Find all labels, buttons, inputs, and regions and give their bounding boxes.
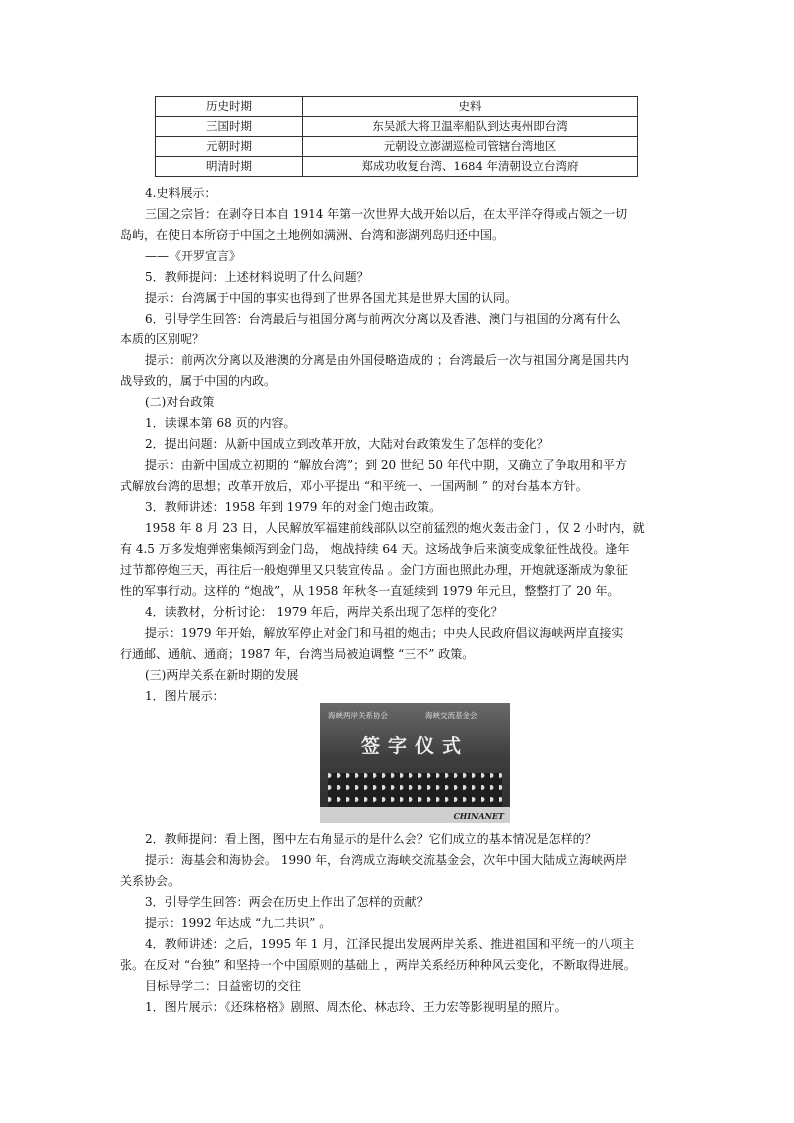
section-heading: 目标导学二：日益密切的交往: [145, 979, 302, 993]
question-line: 本质的区别呢？: [120, 332, 205, 346]
paragraph-line: 1．读课本第 68 页的内容。: [145, 416, 296, 430]
paragraph-line: 过节都停炮三天，再往后一般炮弹里又只装宣传品 。金门方面也照此办理，开炮就逐渐成为象征: [120, 563, 628, 577]
table-header-cell: 史料: [303, 97, 638, 117]
question-line: 6．引导学生回答：台湾最后与祖国分离与前两次分离以及香港、澳门与祖国的分离有什么: [145, 312, 621, 326]
hint-line: 提示：由新中国成立初期的 “解放台湾”；到 20 世纪 50 年代中期，又确立了争取用和平方: [145, 458, 627, 472]
table-cell: 元朝设立澎湖巡检司管辖台湾地区: [303, 137, 638, 157]
history-table: [155, 96, 638, 177]
table-cell: 郑成功收复台湾、1684 年清朝设立台湾府: [303, 157, 638, 177]
section-heading: (三)两岸关系在新时期的发展: [145, 668, 299, 682]
question-line: 5．教师提问：上述材料说明了什么问题？: [145, 270, 369, 284]
table-header-row: [156, 97, 638, 117]
paragraph-line: 1958 年 8 月 23 日，人民解放军福建前线部队以空前猛烈的炮火轰击金门 ，仅 2 小时内，就: [145, 521, 645, 535]
table-cell: 明清时期: [156, 157, 303, 177]
hint-line: 提示：1992 年达成 “九二共识” 。: [145, 916, 332, 930]
table-cell: 东吴派大将卫温率船队到达夷州即台湾: [303, 117, 638, 137]
table-header-cell: 历史时期: [156, 97, 303, 117]
paragraph-line: 岛屿，在使日本所窃于中国之土地例如满洲、台湾和澎湖列岛归还中国。: [120, 228, 505, 242]
paragraph-line: 1．图片展示：《还珠格格》剧照、周杰伦、林志玲、王力宏等影视明星的照片。: [145, 1000, 567, 1014]
paragraph-line: 3．教师讲述：1958 年到 1979 年的对金门炮击政策。: [145, 500, 442, 514]
photo-banner: 签字仪式: [360, 735, 469, 757]
section-heading: (二)对台政策: [145, 395, 215, 409]
table-row: [156, 137, 638, 157]
table-row: [156, 157, 638, 177]
hint-line: 提示：海基会和海协会。 1990 年，台湾成立海峡交流基金会，次年中国大陆成立海峡两岸: [145, 853, 628, 867]
question-line: 3．引导学生回答：两会在历史上作出了怎样的贡献？: [145, 895, 429, 909]
paragraph-line: 张。在反对 “台独” 和坚持一个中国原则的基础上 ，两岸关系经历种种风云变化，不断取得进展。: [120, 958, 636, 972]
question-line: 2．提出问题：从新中国成立到改革开放，大陆对台政策发生了怎样的变化？: [145, 437, 549, 451]
table-cell: 三国时期: [156, 117, 303, 137]
question-line: 4．读教材，分析讨论： 1979 年后，两岸关系出现了怎样的变化？: [145, 605, 503, 619]
hint-line: 提示：1979 年开始，解放军停止对金门和马祖的炮击；中央人民政府倡议海峡两岸直接实: [145, 626, 624, 640]
photo-left-caption: 海峡两岸关系协会: [328, 711, 388, 720]
citation-line: ——《开罗宣言》: [145, 249, 242, 263]
hint-line: 提示：前两次分离以及港澳的分离是由外国侵略造成的 ；台湾最后一次与祖国分离是国共内: [145, 353, 629, 367]
table-cell: 元朝时期: [156, 137, 303, 157]
photo-watermark: CHINANET: [453, 811, 504, 821]
paragraph-line: 三国之宗旨：在剥夺日本自 1914 年第一次世界大战开始以后，在太平洋夺得或占领之一切: [145, 207, 628, 221]
question-line: 2．教师提问：看上图，图中左右角显示的是什么会？它们成立的基本情况是怎样的？: [145, 832, 597, 846]
paragraph-line: 4．教师讲述：之后，1995 年 1 月，江泽民提出发展两岸关系、推进祖国和平统一的八项主: [145, 937, 635, 951]
section-heading: 4.史料展示：: [145, 186, 217, 200]
paragraph-line: 性的军事行动。这样的 “炮战”，从 1958 年秋冬一直延续到 1979 年元旦，整整打了 20 年。: [120, 584, 620, 598]
photo-right-caption: 海峡交流基金会: [425, 711, 478, 720]
hint-line: 行通邮、通航、通商；1987 年，台湾当局被迫调整 “三不” 政策。: [120, 647, 475, 661]
hint-line: 提示：台湾属于中国的事实也得到了世界各国尤其是世界大国的认同。: [145, 291, 518, 305]
paragraph-line: 有 4.5 万多发炮弹密集倾泻到金门岛， 炮战持续 64 天。这场战争后来演变成象征性战役。逢年: [120, 542, 630, 556]
paragraph-line: 1．图片展示：: [145, 689, 225, 703]
table-row: [156, 117, 638, 137]
signing-ceremony-photo: [320, 703, 510, 823]
hint-line: 战导致的，属于中国的内政。: [120, 374, 277, 388]
hint-line: 式解放台湾的思想；改革开放后，邓小平提出 “和平统一、一国两制 ” 的对台基本方针。: [120, 479, 588, 493]
hint-line: 关系协会。: [120, 874, 181, 888]
